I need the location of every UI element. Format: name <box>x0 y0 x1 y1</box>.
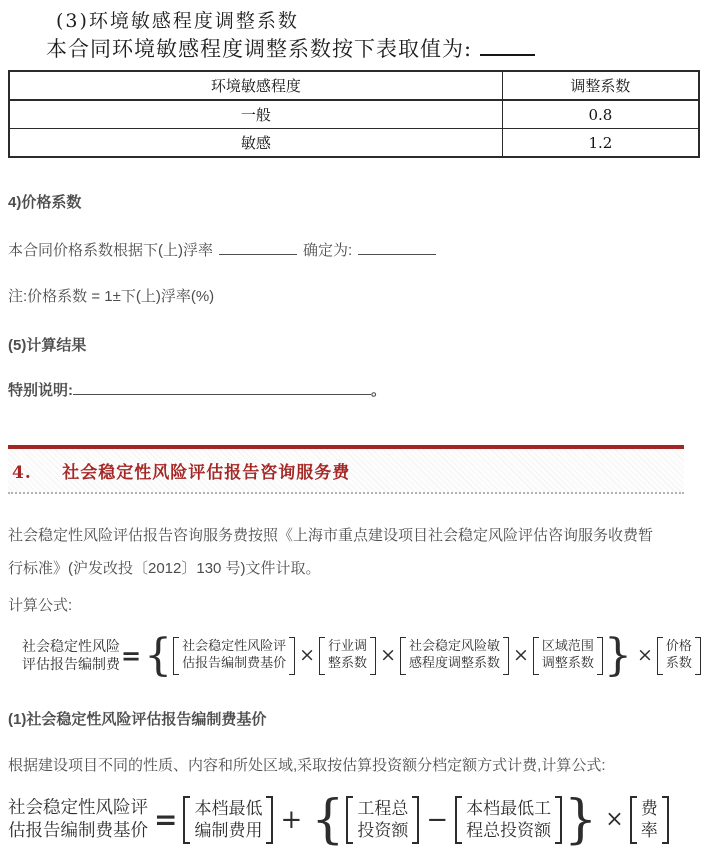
lhs-line: 社会稳定性风险评 <box>8 797 148 818</box>
term-line: 整系数 <box>328 655 368 671</box>
term-line: 投资额 <box>357 821 409 842</box>
fill-in-blank <box>73 380 371 395</box>
price-sentence-mid: 确定为: <box>303 242 353 260</box>
brace-close: } <box>603 630 632 682</box>
term-line: 率 <box>640 821 658 842</box>
term-line: 行业调 <box>328 639 368 654</box>
term-line: 估报告编制费基价 <box>182 655 287 671</box>
formula-term-industry-coef <box>319 637 376 675</box>
term-line: 程总投资额 <box>466 821 552 842</box>
term-line: 工程总 <box>357 799 409 820</box>
col-header-coefficient: 调整系数 <box>502 71 699 100</box>
price-coefficient-note: 注:价格系数 = 1±下(上)浮率(%) <box>8 288 215 306</box>
fill-in-blank <box>480 39 535 56</box>
price-sentence-pre: 本合同价格系数根据下(上)浮率 <box>8 242 213 260</box>
base-price-subheading: (1)社会稳定性风险评估报告编制费基价 <box>8 711 267 729</box>
lhs-line: 社会稳定性风险 <box>22 638 120 655</box>
cell-level: 敏感 <box>9 129 502 158</box>
minus-operator: − <box>426 805 449 836</box>
brace-close: } <box>564 790 598 850</box>
brace-open: { <box>144 630 173 682</box>
cell-level: 一般 <box>9 100 502 129</box>
fee-basis-paragraph <box>8 519 696 585</box>
special-note-label: 特别说明: <box>8 382 73 400</box>
times-operator: × <box>605 807 624 833</box>
price-coefficient-heading: 4)价格系数 <box>8 194 82 212</box>
formula-term-price-coef <box>657 637 701 675</box>
period-mark: 。 <box>371 382 387 400</box>
calc-result-heading: (5)计算结果 <box>8 337 87 355</box>
brace-open: { <box>311 790 345 850</box>
col-header-sensitivity: 环境敏感程度 <box>9 71 502 100</box>
term-line: 感程度调整系数 <box>408 655 500 671</box>
formula-lhs <box>22 638 120 674</box>
fill-in-blank <box>219 240 297 255</box>
formula-term-total-investment <box>346 796 419 844</box>
term-line: 社会稳定性风险评 <box>182 639 287 654</box>
formula-term-bracket-min-investment <box>455 796 562 844</box>
fill-in-blank <box>358 240 436 255</box>
base-price-paragraph: 根据建设项目不同的性质、内容和所处区域,采取按估算投资额分档定额方式计费,计算公式: <box>8 757 606 775</box>
price-coefficient-sentence <box>8 239 696 260</box>
term-line: 本档最低工 <box>466 799 552 820</box>
formula-term-min-fee <box>183 796 273 844</box>
formula-term-risk-sensitivity-coef <box>400 637 509 675</box>
special-note-line <box>8 379 696 400</box>
term-line: 社会稳定风险敏 <box>408 639 500 654</box>
fee-paragraph-line2: 行标准》(沪发改投〔2012〕130 号)文件计取。 <box>8 560 321 578</box>
fee-section-number: 4. <box>12 463 32 484</box>
lhs-line: 估报告编制费基价 <box>8 821 148 842</box>
formula-lhs <box>8 797 148 844</box>
term-line: 本档最低 <box>194 799 263 820</box>
term-line: 系数 <box>665 655 692 671</box>
term-line: 编制费用 <box>194 821 263 842</box>
base-price-formula <box>8 790 696 850</box>
fee-section-header <box>8 449 684 494</box>
equals-operator: = <box>154 803 178 837</box>
fee-section-title: 社会稳定性风险评估报告咨询服务费 <box>62 463 351 484</box>
term-line: 调整系数 <box>541 655 594 671</box>
lhs-line: 评估报告编制费 <box>22 656 120 673</box>
times-operator: × <box>380 644 396 667</box>
formula-term-base-price <box>173 637 295 675</box>
times-operator: × <box>513 644 529 667</box>
env-intro-text: 本合同环境敏感程度调整系数按下表取值为: <box>46 37 473 61</box>
env-coefficient-table <box>8 70 700 158</box>
equals-operator: = <box>121 640 142 670</box>
table-header-row <box>9 71 699 100</box>
times-operator: × <box>299 644 316 667</box>
fee-formula <box>22 630 696 681</box>
cell-coefficient: 1.2 <box>502 129 699 158</box>
env-coefficient-heading: (3)环境敏感程度调整系数 <box>56 10 299 32</box>
term-line: 区域范围 <box>541 639 594 654</box>
cell-coefficient: 0.8 <box>502 100 699 129</box>
formula-term-region-coef <box>533 637 603 675</box>
term-line: 价格 <box>665 639 692 654</box>
env-intro-sentence <box>46 35 696 64</box>
formula-term-rate <box>630 796 669 844</box>
table-row <box>9 129 699 158</box>
times-operator: × <box>636 644 653 667</box>
formula-intro-label: 计算公式: <box>8 597 73 615</box>
plus-operator: + <box>280 805 303 836</box>
table-row <box>9 100 699 129</box>
term-line: 费 <box>640 799 658 820</box>
fee-paragraph-line1: 社会稳定性风险评估报告咨询服务费按照《上海市重点建设项目社会稳定风险评估咨询服务收费暂 <box>8 527 654 545</box>
